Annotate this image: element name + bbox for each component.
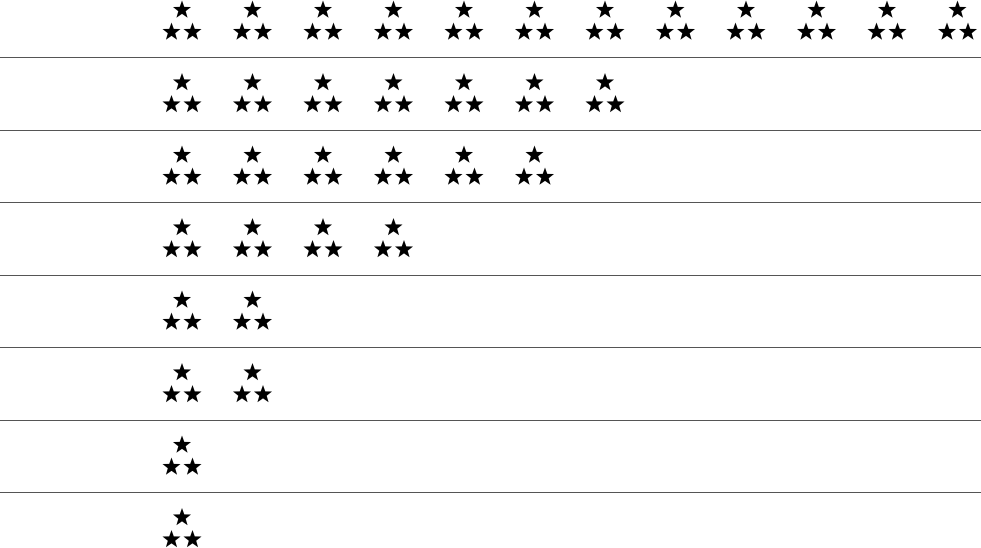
star-mark — [747, 23, 765, 40]
triple-star-icon — [303, 1, 342, 40]
star-mark — [374, 240, 392, 257]
triple-star-icon — [162, 436, 201, 475]
chart-row-6 — [0, 363, 981, 421]
star-mark — [959, 23, 977, 40]
chart-row-7 — [0, 436, 981, 493]
star-mark — [867, 23, 885, 40]
star-mark — [525, 146, 543, 163]
star-mark — [173, 146, 191, 163]
triple-star-icon — [585, 73, 624, 112]
star-mark — [384, 73, 402, 90]
chart-row-2 — [0, 73, 981, 131]
star-mark — [525, 1, 543, 18]
star-mark — [303, 240, 321, 257]
star-mark — [536, 168, 554, 185]
star-mark — [938, 23, 956, 40]
triple-star-icon — [303, 146, 342, 185]
triple-star-icon — [444, 146, 483, 185]
star-mark — [173, 218, 191, 235]
chart-row-4 — [0, 218, 981, 276]
star-mark — [515, 23, 533, 40]
star-mark — [173, 436, 191, 453]
star-mark — [314, 73, 332, 90]
triple-star-icon — [303, 73, 342, 112]
chart-row-3 — [0, 146, 981, 203]
star-mark — [455, 1, 473, 18]
star-mark — [243, 146, 261, 163]
star-mark — [948, 1, 966, 18]
triple-star-icon — [515, 73, 554, 112]
star-mark — [536, 95, 554, 112]
triple-star-icon — [162, 218, 201, 257]
star-mark — [233, 168, 251, 185]
triple-star-icon — [233, 73, 272, 112]
star-mark — [162, 458, 180, 475]
star-mark — [596, 1, 614, 18]
triple-star-icon — [585, 1, 624, 40]
star-mark — [183, 23, 201, 40]
star-mark — [606, 95, 624, 112]
star-mark — [395, 240, 413, 257]
star-mark — [254, 168, 272, 185]
star-mark — [183, 240, 201, 257]
triple-star-icon — [162, 73, 201, 112]
star-mark — [243, 1, 261, 18]
star-mark — [384, 146, 402, 163]
star-mark — [596, 73, 614, 90]
triple-star-icon — [444, 1, 483, 40]
star-mark — [254, 95, 272, 112]
star-mark — [162, 530, 180, 547]
star-mark — [183, 530, 201, 547]
star-mark — [303, 95, 321, 112]
triple-star-icon — [374, 1, 413, 40]
triple-star-icon — [162, 291, 201, 330]
star-mark — [162, 313, 180, 330]
star-mark — [162, 168, 180, 185]
star-mark — [374, 168, 392, 185]
star-mark — [465, 168, 483, 185]
star-mark — [395, 168, 413, 185]
star-mark — [162, 240, 180, 257]
star-mark — [878, 1, 896, 18]
triple-star-icon — [233, 146, 272, 185]
star-mark — [455, 73, 473, 90]
star-mark — [888, 23, 906, 40]
star-mark — [455, 146, 473, 163]
star-mark — [324, 23, 342, 40]
triple-star-icon — [515, 146, 554, 185]
star-mark — [585, 95, 603, 112]
star-mark — [254, 385, 272, 402]
star-mark — [173, 291, 191, 308]
star-mark — [324, 168, 342, 185]
star-mark — [807, 1, 825, 18]
triple-star-icon — [726, 1, 765, 40]
star-mark — [183, 458, 201, 475]
chart-row-5 — [0, 291, 981, 348]
star-mark — [324, 95, 342, 112]
star-mark — [243, 363, 261, 380]
star-mark — [314, 218, 332, 235]
star-mark — [243, 218, 261, 235]
star-mark — [726, 23, 744, 40]
star-mark — [515, 168, 533, 185]
star-mark — [173, 508, 191, 525]
triple-star-icon — [233, 218, 272, 257]
triple-star-icon — [444, 73, 483, 112]
star-mark — [233, 95, 251, 112]
triple-star-icon — [303, 218, 342, 257]
triple-star-icon — [867, 1, 906, 40]
star-mark — [585, 23, 603, 40]
star-mark — [818, 23, 836, 40]
star-mark — [444, 95, 462, 112]
star-mark — [606, 23, 624, 40]
star-mark — [324, 240, 342, 257]
star-mark — [384, 1, 402, 18]
star-mark — [314, 1, 332, 18]
star-mark — [656, 23, 674, 40]
triple-star-icon — [162, 146, 201, 185]
star-mark — [536, 23, 554, 40]
triple-star-icon — [162, 1, 201, 40]
triple-star-icon — [162, 363, 201, 402]
triple-star-icon — [656, 1, 695, 40]
star-mark — [666, 1, 684, 18]
chart-row-1 — [0, 1, 981, 58]
star-mark — [374, 23, 392, 40]
star-mark — [395, 23, 413, 40]
star-mark — [173, 1, 191, 18]
star-mark — [183, 313, 201, 330]
star-mark — [525, 73, 543, 90]
star-mark — [254, 313, 272, 330]
star-mark — [233, 240, 251, 257]
star-mark — [254, 23, 272, 40]
star-mark — [303, 23, 321, 40]
triple-star-icon — [374, 73, 413, 112]
star-mark — [173, 363, 191, 380]
star-mark — [515, 95, 533, 112]
star-mark — [162, 95, 180, 112]
star-mark — [465, 23, 483, 40]
star-mark — [233, 23, 251, 40]
star-mark — [384, 218, 402, 235]
triple-star-icon — [515, 1, 554, 40]
star-mark — [162, 385, 180, 402]
star-mark — [162, 23, 180, 40]
triple-star-icon — [374, 218, 413, 257]
star-mark — [183, 168, 201, 185]
star-mark — [243, 73, 261, 90]
triple-star-icon — [162, 508, 201, 547]
star-mark — [797, 23, 815, 40]
triple-star-icon — [797, 1, 836, 40]
star-mark — [444, 23, 462, 40]
star-mark — [243, 291, 261, 308]
triple-star-icon — [938, 1, 977, 40]
star-mark — [254, 240, 272, 257]
star-mark — [444, 168, 462, 185]
star-mark — [374, 95, 392, 112]
star-mark — [395, 95, 413, 112]
star-mark — [173, 73, 191, 90]
chart-row-8 — [162, 508, 201, 547]
star-mark — [233, 385, 251, 402]
star-mark — [737, 1, 755, 18]
star-mark — [314, 146, 332, 163]
star-mark — [303, 168, 321, 185]
triple-star-icon — [374, 146, 413, 185]
star-mark — [465, 95, 483, 112]
triple-star-icon — [233, 363, 272, 402]
triple-star-icon — [233, 1, 272, 40]
star-mark — [677, 23, 695, 40]
star-mark — [183, 95, 201, 112]
star-mark — [233, 313, 251, 330]
star-mark — [183, 385, 201, 402]
triple-star-icon — [233, 291, 272, 330]
